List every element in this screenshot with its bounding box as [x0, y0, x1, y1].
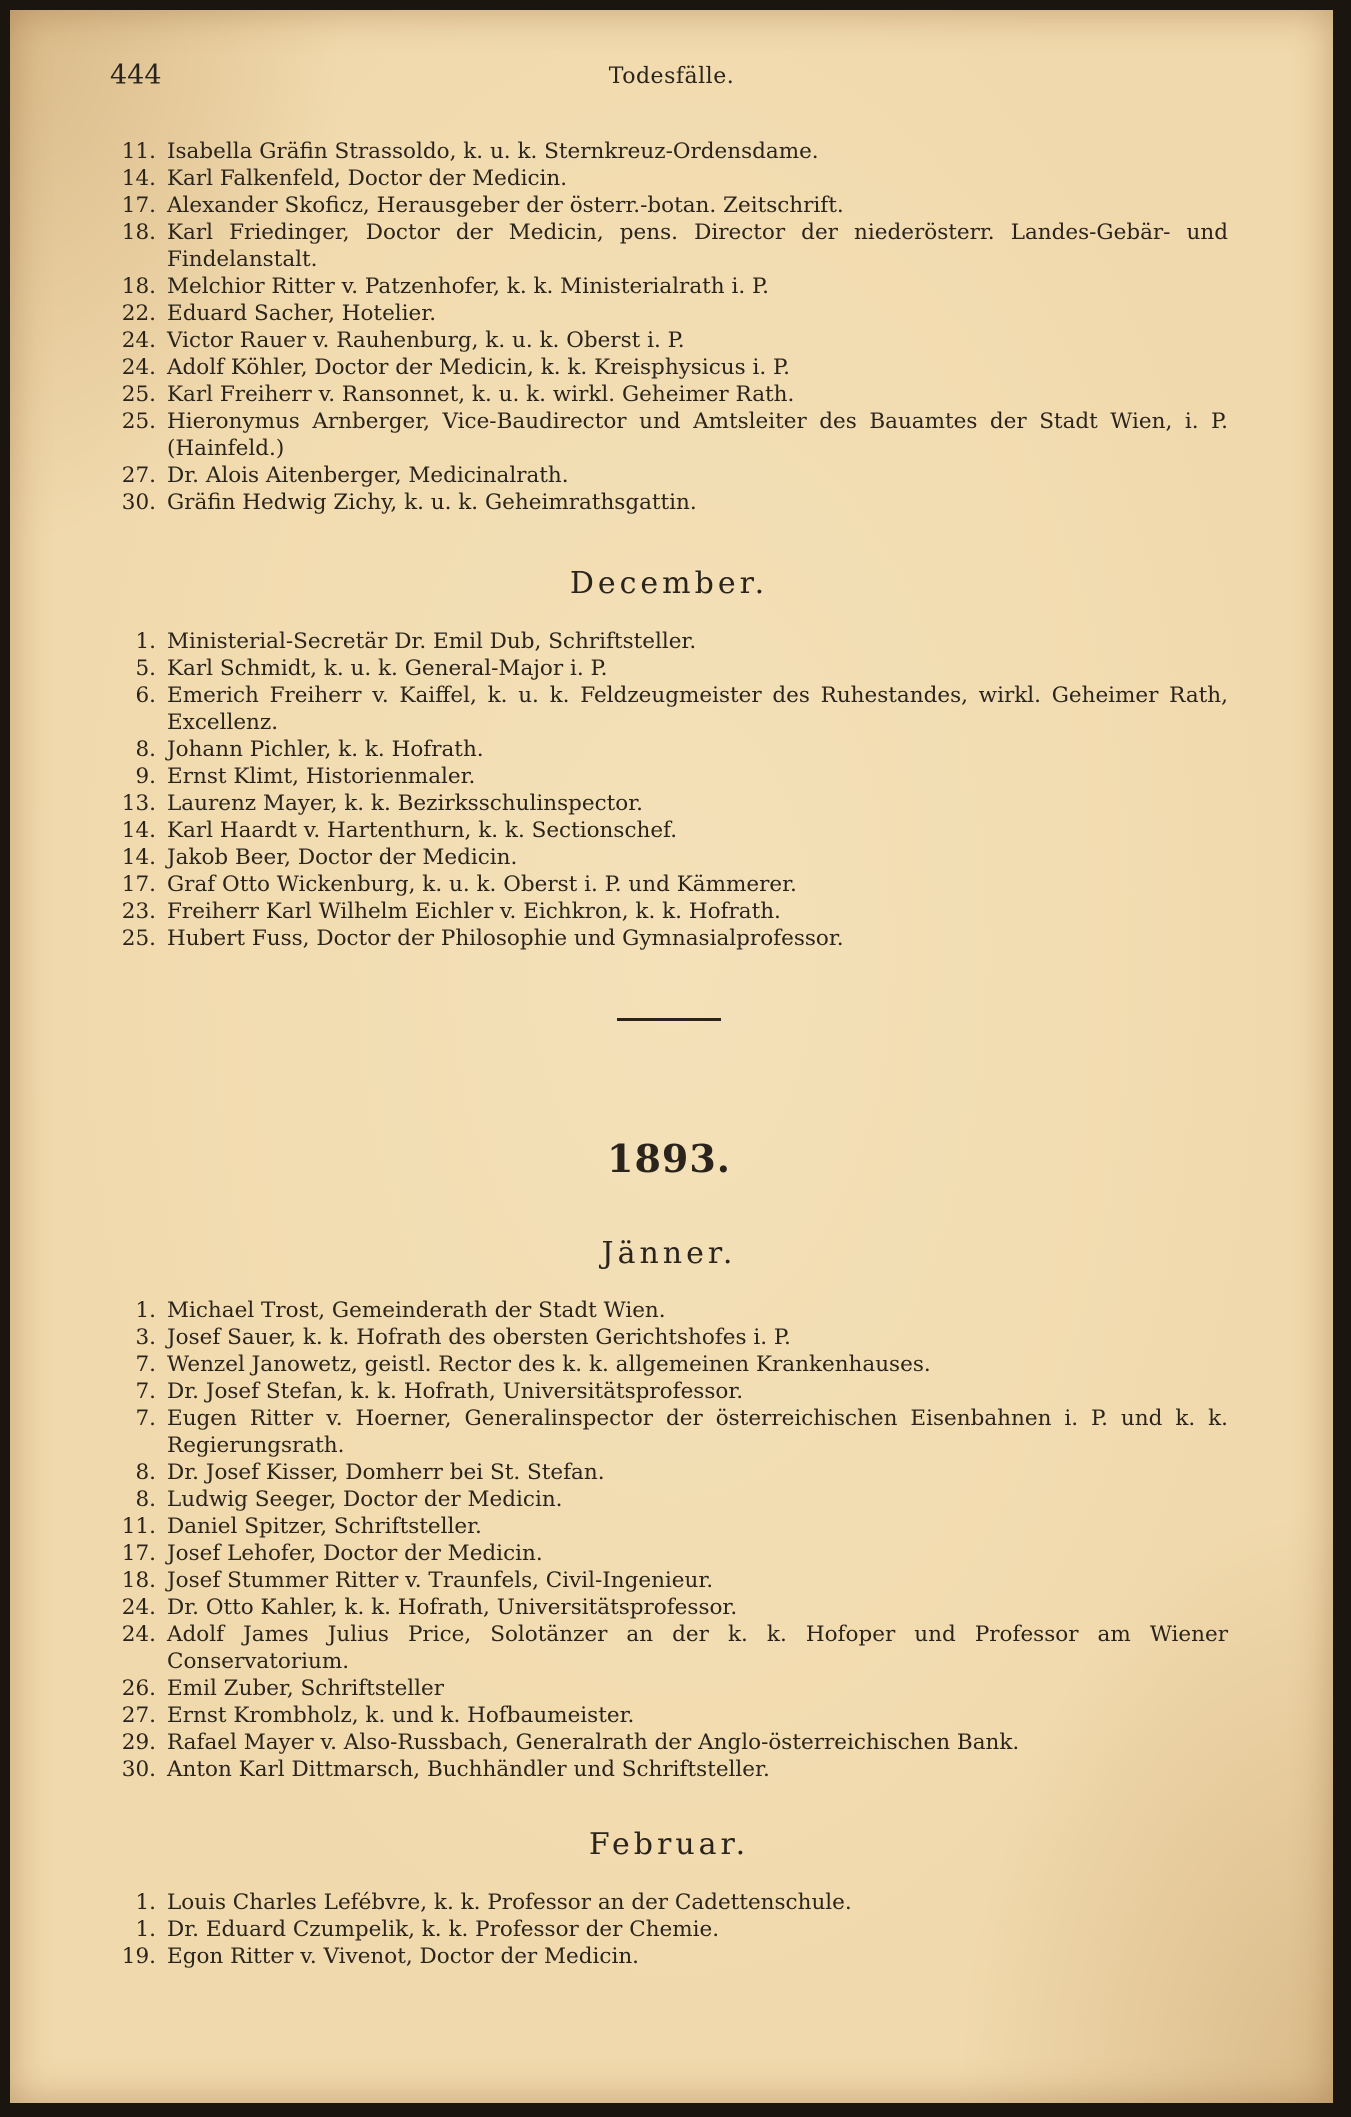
death-entry: [110, 763, 1228, 790]
entry-text: Gräfin Hedwig Zichy, k. u. k. Geheimrathsgattin.: [167, 490, 697, 515]
entry-text: Jakob Beer, Doctor der Medicin.: [167, 845, 518, 870]
death-entry: [110, 1943, 1228, 1970]
death-entry: [110, 219, 1228, 273]
entry-day: 25.: [121, 926, 156, 951]
page-header: [10, 60, 1333, 100]
entry-text: Isabella Gräfin Strassoldo, k. u. k. Sternkreuz-Ordensdame.: [167, 139, 819, 164]
entry-text: Victor Rauer v. Rauhenburg, k. u. k. Oberst i. P.: [167, 328, 685, 353]
death-entry: [110, 682, 1228, 736]
entry-day: 30.: [121, 490, 156, 515]
entry-day: 18.: [121, 220, 156, 245]
entry-day: 7.: [135, 1406, 156, 1431]
death-entry: [110, 1889, 1228, 1916]
entry-text: Rafael Mayer v. Also-Russbach, Generalrath der Anglo-österreichischen Bank.: [167, 1730, 1020, 1755]
death-entry: [110, 138, 1228, 165]
entry-text: Adolf James Julius Price, Solotänzer an der k. k. Hofoper und Professor am Wiener Conservatorium.: [167, 1622, 1228, 1674]
death-entry: [110, 817, 1228, 844]
entry-day: 11.: [121, 1514, 156, 1539]
entry-day: 1.: [135, 1890, 156, 1915]
jaenner-list: [110, 1297, 1228, 1783]
section-rule-wrap: [110, 1018, 1228, 1021]
entry-text: Freiherr Karl Wilhelm Eichler v. Eichkron, k. k. Hofrath.: [167, 899, 781, 924]
entry-day: 1.: [135, 1298, 156, 1323]
entry-day: 23.: [121, 899, 156, 924]
death-entry: [110, 1702, 1228, 1729]
death-entry: [110, 273, 1228, 300]
entry-day: 19.: [121, 1944, 156, 1969]
entry-day: 8.: [135, 737, 156, 762]
death-entry: [110, 1621, 1228, 1675]
entry-text: Dr. Otto Kahler, k. k. Hofrath, Universitätsprofessor.: [167, 1595, 738, 1620]
death-entry: [110, 1324, 1228, 1351]
death-entry: [110, 300, 1228, 327]
month-heading-december: December.: [569, 566, 769, 601]
entry-text: Ernst Krombholz, k. und k. Hofbaumeister.: [167, 1703, 635, 1728]
entry-day: 1.: [135, 1917, 156, 1942]
death-entry: [110, 1378, 1228, 1405]
death-entry: [110, 628, 1228, 655]
death-entry: [110, 1405, 1228, 1459]
entry-day: 3.: [135, 1325, 156, 1350]
entry-day: 5.: [135, 656, 156, 681]
november-list: [110, 138, 1228, 516]
entry-text: Alexander Skoficz, Herausgeber der österr.-botan. Zeitschrift.: [167, 193, 844, 218]
death-entry: [110, 327, 1228, 354]
entry-day: 22.: [121, 301, 156, 326]
entry-day: 8.: [135, 1460, 156, 1485]
death-entry: [110, 871, 1228, 898]
entry-day: 14.: [121, 166, 156, 191]
entry-day: 8.: [135, 1487, 156, 1512]
death-entry: [110, 1916, 1228, 1943]
death-entry: [110, 1351, 1228, 1378]
entry-text: Melchior Ritter v. Patzenhofer, k. k. Ministerialrath i. P.: [167, 274, 769, 299]
entry-text: Karl Falkenfeld, Doctor der Medicin.: [167, 166, 568, 191]
entry-text: Karl Freiherr v. Ransonnet, k. u. k. wirkl. Geheimer Rath.: [167, 382, 795, 407]
entry-text: Adolf Köhler, Doctor der Medicin, k. k. Kreisphysicus i. P.: [167, 355, 790, 380]
death-entry: [110, 1594, 1228, 1621]
entry-text: Dr. Eduard Czumpelik, k. k. Professor der Chemie.: [167, 1917, 720, 1942]
death-entry: [110, 354, 1228, 381]
death-entry: [110, 1567, 1228, 1594]
entry-text: Graf Otto Wickenburg, k. u. k. Oberst i. P. und Kämmerer.: [167, 872, 797, 897]
book-page: [10, 10, 1333, 2103]
death-entry: [110, 1459, 1228, 1486]
page-number: 444: [110, 60, 162, 91]
death-entry: [110, 1486, 1228, 1513]
death-entry: [110, 898, 1228, 925]
entry-day: 24.: [121, 328, 156, 353]
entry-text: Ministerial-Secretär Dr. Emil Dub, Schriftsteller.: [167, 629, 697, 654]
entry-text: Dr. Josef Stefan, k. k. Hofrath, Universitätsprofessor.: [167, 1379, 744, 1404]
entry-day: 11.: [121, 139, 156, 164]
death-entry: [110, 655, 1228, 682]
entry-text: Josef Lehofer, Doctor der Medicin.: [167, 1541, 543, 1566]
entry-day: 14.: [121, 818, 156, 843]
entry-text: Eugen Ritter v. Hoerner, Generalinspector der österreichischen Eisenbahnen i. P. und k. k. Regierungsrath.: [167, 1406, 1228, 1458]
entry-text: Hieronymus Arnberger, Vice-Baudirector und Amtsleiter des Bauamtes der Stadt Wien, i. P. (Hainfeld.): [167, 409, 1228, 461]
entry-day: 17.: [121, 193, 156, 218]
entry-day: 9.: [135, 764, 156, 789]
month-heading-jaenner: Jänner.: [601, 1236, 737, 1271]
entry-text: Anton Karl Dittmarsch, Buchhändler und Schriftsteller.: [167, 1757, 770, 1782]
februar-list: [110, 1889, 1228, 1970]
year-heading: 1893.: [607, 1136, 731, 1181]
death-entry: [110, 462, 1228, 489]
entry-day: 17.: [121, 872, 156, 897]
december-list: [110, 628, 1228, 952]
entry-text: Karl Schmidt, k. u. k. General-Major i. P.: [167, 656, 608, 681]
death-entry: [110, 1756, 1228, 1783]
death-entry: [110, 844, 1228, 871]
entry-text: Egon Ritter v. Vivenot, Doctor der Medicin.: [167, 1944, 640, 1969]
entry-text: Hubert Fuss, Doctor der Philosophie und Gymnasialprofessor.: [167, 926, 844, 951]
entry-day: 13.: [121, 791, 156, 816]
death-entry: [110, 192, 1228, 219]
entry-text: Emerich Freiherr v. Kaiffel, k. u. k. Feldzeugmeister des Ruhestandes, wirkl. Geheimer Rath, Excellenz.: [167, 683, 1228, 735]
month-heading-februar: Februar.: [588, 1827, 750, 1862]
death-entry: [110, 1675, 1228, 1702]
entry-day: 17.: [121, 1541, 156, 1566]
section-divider: [617, 1018, 721, 1021]
entry-text: Emil Zuber, Schriftsteller: [167, 1676, 445, 1701]
entry-day: 27.: [121, 463, 156, 488]
death-entry: [110, 381, 1228, 408]
death-entry: [110, 1297, 1228, 1324]
entry-day: 25.: [121, 409, 156, 434]
entry-text: Laurenz Mayer, k. k. Bezirksschulinspector.: [167, 791, 643, 816]
entry-text: Josef Stummer Ritter v. Traunfels, Civil-Ingenieur.: [167, 1568, 714, 1593]
entry-day: 6.: [135, 683, 156, 708]
death-entry: [110, 1729, 1228, 1756]
entry-text: Josef Sauer, k. k. Hofrath des obersten Gerichtshofes i. P.: [167, 1325, 791, 1350]
death-entry: [110, 408, 1228, 462]
death-entry: [110, 925, 1228, 952]
running-head: Todesfälle.: [608, 64, 735, 89]
entry-text: Ernst Klimt, Historienmaler.: [167, 764, 476, 789]
entry-text: Michael Trost, Gemeinderath der Stadt Wien.: [167, 1298, 666, 1323]
entry-text: Wenzel Janowetz, geistl. Rector des k. k. allgemeinen Krankenhauses.: [167, 1352, 931, 1377]
entry-text: Karl Friedinger, Doctor der Medicin, pens. Director der niederösterr. Landes-Gebär- und Findelanstalt.: [167, 220, 1228, 272]
entry-text: Dr. Josef Kisser, Domherr bei St. Stefan.: [167, 1460, 605, 1485]
entry-text: Johann Pichler, k. k. Hofrath.: [167, 737, 484, 762]
entry-day: 1.: [135, 629, 156, 654]
entry-day: 7.: [135, 1379, 156, 1404]
entry-text: Karl Haardt v. Hartenthurn, k. k. Sectionschef.: [167, 818, 678, 843]
entry-day: 27.: [121, 1703, 156, 1728]
entry-text: Louis Charles Lefébvre, k. k. Professor an der Cadettenschule.: [167, 1890, 852, 1915]
death-entry: [110, 1513, 1228, 1540]
entry-day: 24.: [121, 1622, 156, 1647]
entry-text: Daniel Spitzer, Schriftsteller.: [167, 1514, 482, 1539]
entry-day: 18.: [121, 274, 156, 299]
death-entry: [110, 489, 1228, 516]
entry-day: 29.: [121, 1730, 156, 1755]
death-entry: [110, 165, 1228, 192]
entry-day: 26.: [121, 1676, 156, 1701]
death-entry: [110, 1540, 1228, 1567]
entry-text: Ludwig Seeger, Doctor der Medicin.: [167, 1487, 563, 1512]
entry-day: 7.: [135, 1352, 156, 1377]
death-entry: [110, 736, 1228, 763]
death-entry: [110, 790, 1228, 817]
entry-day: 25.: [121, 382, 156, 407]
entry-day: 14.: [121, 845, 156, 870]
entry-day: 24.: [121, 355, 156, 380]
entry-day: 24.: [121, 1595, 156, 1620]
entry-day: 18.: [121, 1568, 156, 1593]
entry-text: Eduard Sacher, Hotelier.: [167, 301, 437, 326]
entry-day: 30.: [121, 1757, 156, 1782]
entry-text: Dr. Alois Aitenberger, Medicinalrath.: [167, 463, 569, 488]
